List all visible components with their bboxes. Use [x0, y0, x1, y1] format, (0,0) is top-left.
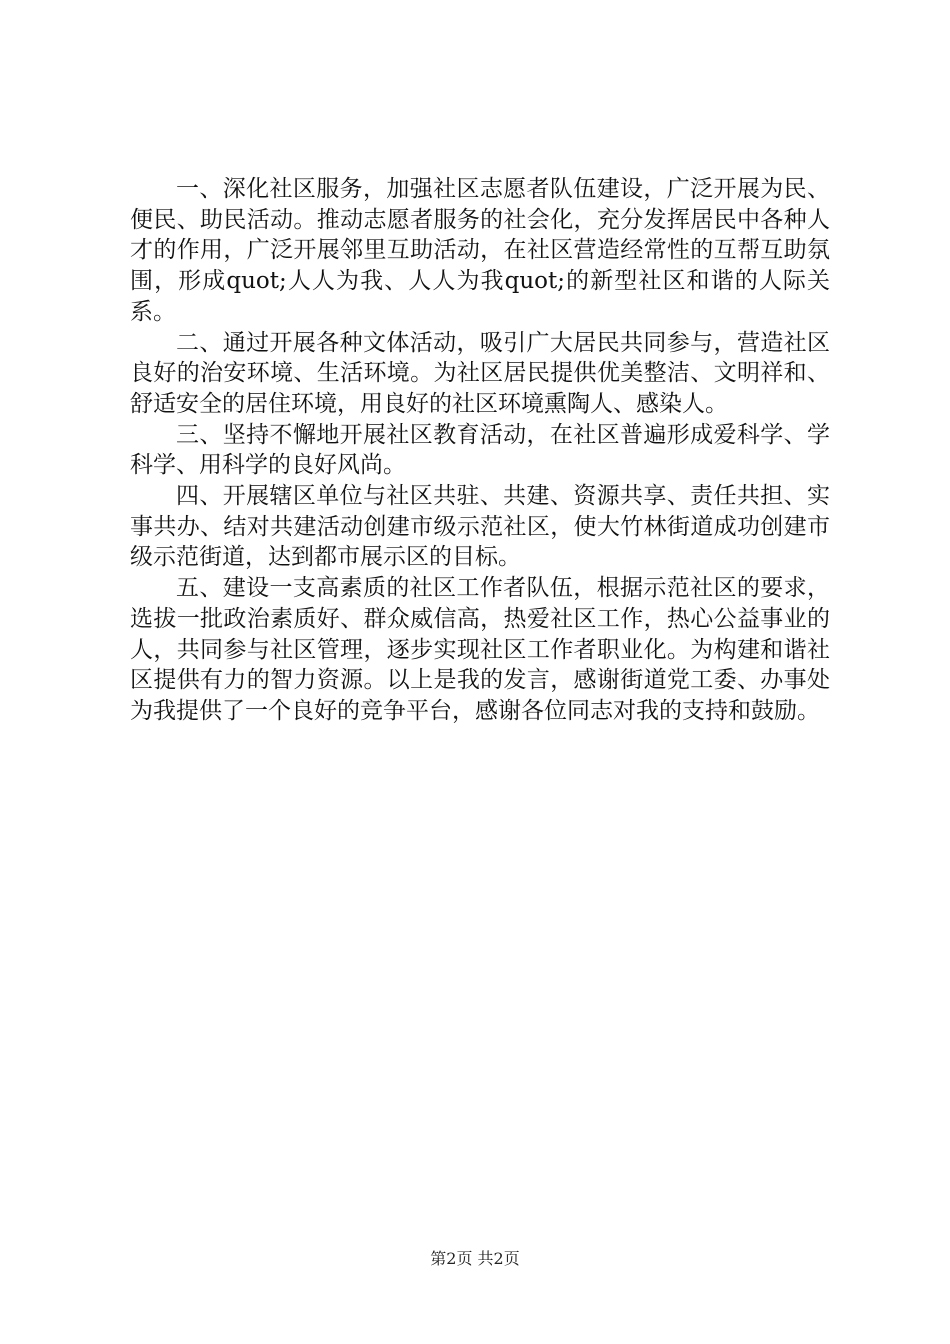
page-number-footer: 第2页 共2页 — [430, 1249, 520, 1268]
document-body — [130, 174, 830, 727]
paragraph-1: 一、深化社区服务，加强社区志愿者队伍建设，广泛开展为民、便民、助民活动。推动志愿者服务的社会化，充分发挥居民中各种人才的作用，广泛开展邻里互助活动，在社区营造经常性的互帮互助氛围，形成quot;人人为我、人人为我quot;的新型社区和谐的人际关系。 — [130, 176, 830, 325]
paragraph-2: 二、通过开展各种文体活动，吸引广大居民共同参与，营造社区良好的治安环境、生活环境。为社区居民提供优美整洁、文明祥和、舒适安全的居住环境，用良好的社区环境熏陶人、感染人。 — [130, 329, 830, 417]
paragraph-3: 三、坚持不懈地开展社区教育活动，在社区普遍形成爱科学、学科学、用科学的良好风尚。 — [130, 421, 830, 479]
paragraph-5: 五、建设一支高素质的社区工作者队伍，根据示范社区的要求，选拔一批政治素质好、群众威信高，热爱社区工作，热心公益事业的人，共同参与社区管理，逐步实现社区工作者职业化。为构建和谐社区提供有力的智力资源。以上是我的发言，感谢街道党工委、办事处为我提供了一个良好的竞争平台，感谢各位同志对我的支持和鼓励。 — [130, 575, 830, 724]
paragraph-4: 四、开展辖区单位与社区共驻、共建、资源共享、责任共担、实事共办、结对共建活动创建市级示范社区，使大竹林街道成功创建市级示范街道，达到都市展示区的目标。 — [130, 483, 830, 571]
